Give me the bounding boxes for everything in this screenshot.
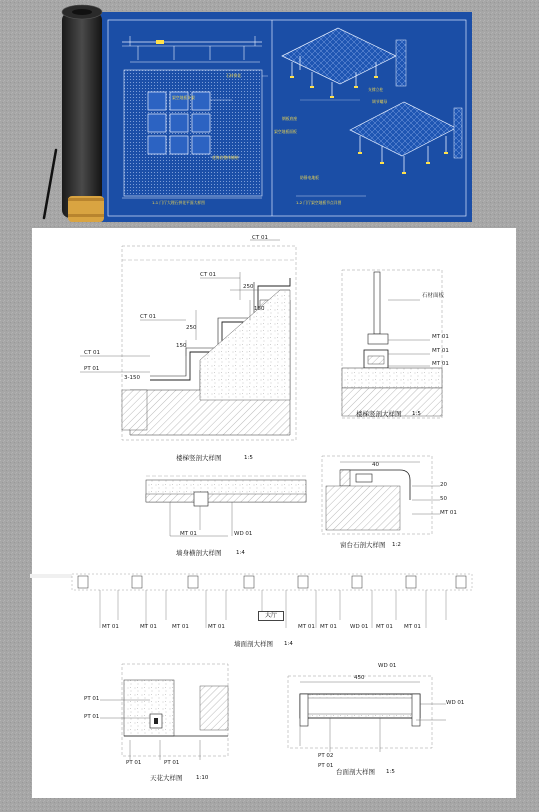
counter-scale: 1:5 xyxy=(386,769,395,775)
stair-dim-3: 250 xyxy=(186,325,197,331)
stair-tag-4: CT 01 xyxy=(84,350,100,356)
windowsill-dim-2: 20 xyxy=(440,482,447,488)
elev-tag-2: MT 01 xyxy=(140,624,157,630)
counter-tag-3: PT 02 xyxy=(318,753,334,759)
stair-tag-5: PT 01 xyxy=(84,366,100,372)
elev-tag-9: MT 01 xyxy=(404,624,421,630)
stair-dim-4: 150 xyxy=(176,343,187,349)
window-sill-tag-3: MT 01 xyxy=(432,361,449,367)
window-sill-tag-1: MT 01 xyxy=(432,334,449,340)
ceiling-tag-4: PT 01 xyxy=(164,760,180,766)
blueprint-note-h: 防静电地板 xyxy=(300,175,319,180)
blueprint-note-a: 石材拼花 xyxy=(226,73,242,78)
ceiling-scale: 1:10 xyxy=(196,775,209,781)
windowsill-dim-1: 40 xyxy=(372,462,379,468)
counter-tag-2: WD 01 xyxy=(446,700,465,706)
windowsill-scale: 1:2 xyxy=(392,542,401,548)
elev-tag-6: MT 01 xyxy=(320,624,337,630)
stair-title: 楼梯竖剖大样图 xyxy=(176,454,222,462)
window-sill-note: 石材面板 xyxy=(422,293,445,299)
blueprint-note-c: 架空地板支架 xyxy=(172,95,195,100)
ceiling-tag-3: PT 01 xyxy=(126,760,142,766)
stair-scale: 1:5 xyxy=(244,455,253,461)
wall-side-tag-2: WD 01 xyxy=(234,531,253,537)
counter-title: 台面剖大样图 xyxy=(336,768,375,776)
window-sill-tag-2: MT 01 xyxy=(432,348,449,354)
wall-elevation-title: 墙面剖大样图 xyxy=(234,640,273,648)
stair-dim-1: 250 xyxy=(243,284,254,290)
stair-dim-5: 3-150 xyxy=(124,375,140,381)
blueprint-note-e: 调节螺母 xyxy=(372,99,388,104)
blueprint-plan-left-title: 1-1 门厅大理石拼花平面大样图 xyxy=(152,200,205,205)
elev-tag-8: MT 01 xyxy=(376,624,393,630)
elev-tag-3: MT 01 xyxy=(172,624,189,630)
hall-label: 大厅 xyxy=(258,611,284,621)
paper-roll xyxy=(62,5,104,222)
counter-dim: 450 xyxy=(354,675,365,681)
ceiling-tag-2: PT 01 xyxy=(84,714,100,720)
ceiling-tag-1: PT 01 xyxy=(84,696,100,702)
stair-dim-2: 150 xyxy=(254,306,265,312)
window-sill-title: 楼梯竖剖大样图 xyxy=(356,410,402,418)
blueprint-note-g: 架空地板面板 xyxy=(274,129,297,134)
wall-side-tag-1: MT 01 xyxy=(180,531,197,537)
blueprint-note-d: 支撑立柱 xyxy=(368,87,384,92)
ceiling-title: 天花大样图 xyxy=(150,774,183,782)
counter-tag-1: WD 01 xyxy=(378,663,397,669)
elev-tag-5: MT 01 xyxy=(298,624,315,630)
stair-tag-1: CT 01 xyxy=(252,235,268,241)
blueprint-plan-right-title: 1-2 门厅架空地板节点详图 xyxy=(296,200,342,205)
counter-tag-4: PT 01 xyxy=(318,763,334,769)
stair-tag-2: CT 01 xyxy=(200,272,216,278)
elev-tag-4: MT 01 xyxy=(208,624,225,630)
stair-tag-3: CT 01 xyxy=(140,314,156,320)
wall-side-scale: 1:4 xyxy=(236,550,245,556)
blueprint-sheet xyxy=(90,12,472,222)
windowsill-dim-3: 50 xyxy=(440,496,447,502)
wall-side-title: 墙身横剖大样图 xyxy=(176,549,222,557)
elev-tag-1: MT 01 xyxy=(102,624,119,630)
wall-elevation-scale: 1:4 xyxy=(284,641,293,647)
windowsill-note: MT 01 xyxy=(440,510,457,516)
blueprint-note-b: 花岗岩整体铺贴 xyxy=(212,155,239,160)
windowsill-title: 窗台石剖大样图 xyxy=(340,541,386,549)
elev-tag-7: WD 01 xyxy=(350,624,369,630)
window-sill-scale: 1:5 xyxy=(412,411,421,417)
blueprint-note-f: 钢板底座 xyxy=(282,116,298,121)
